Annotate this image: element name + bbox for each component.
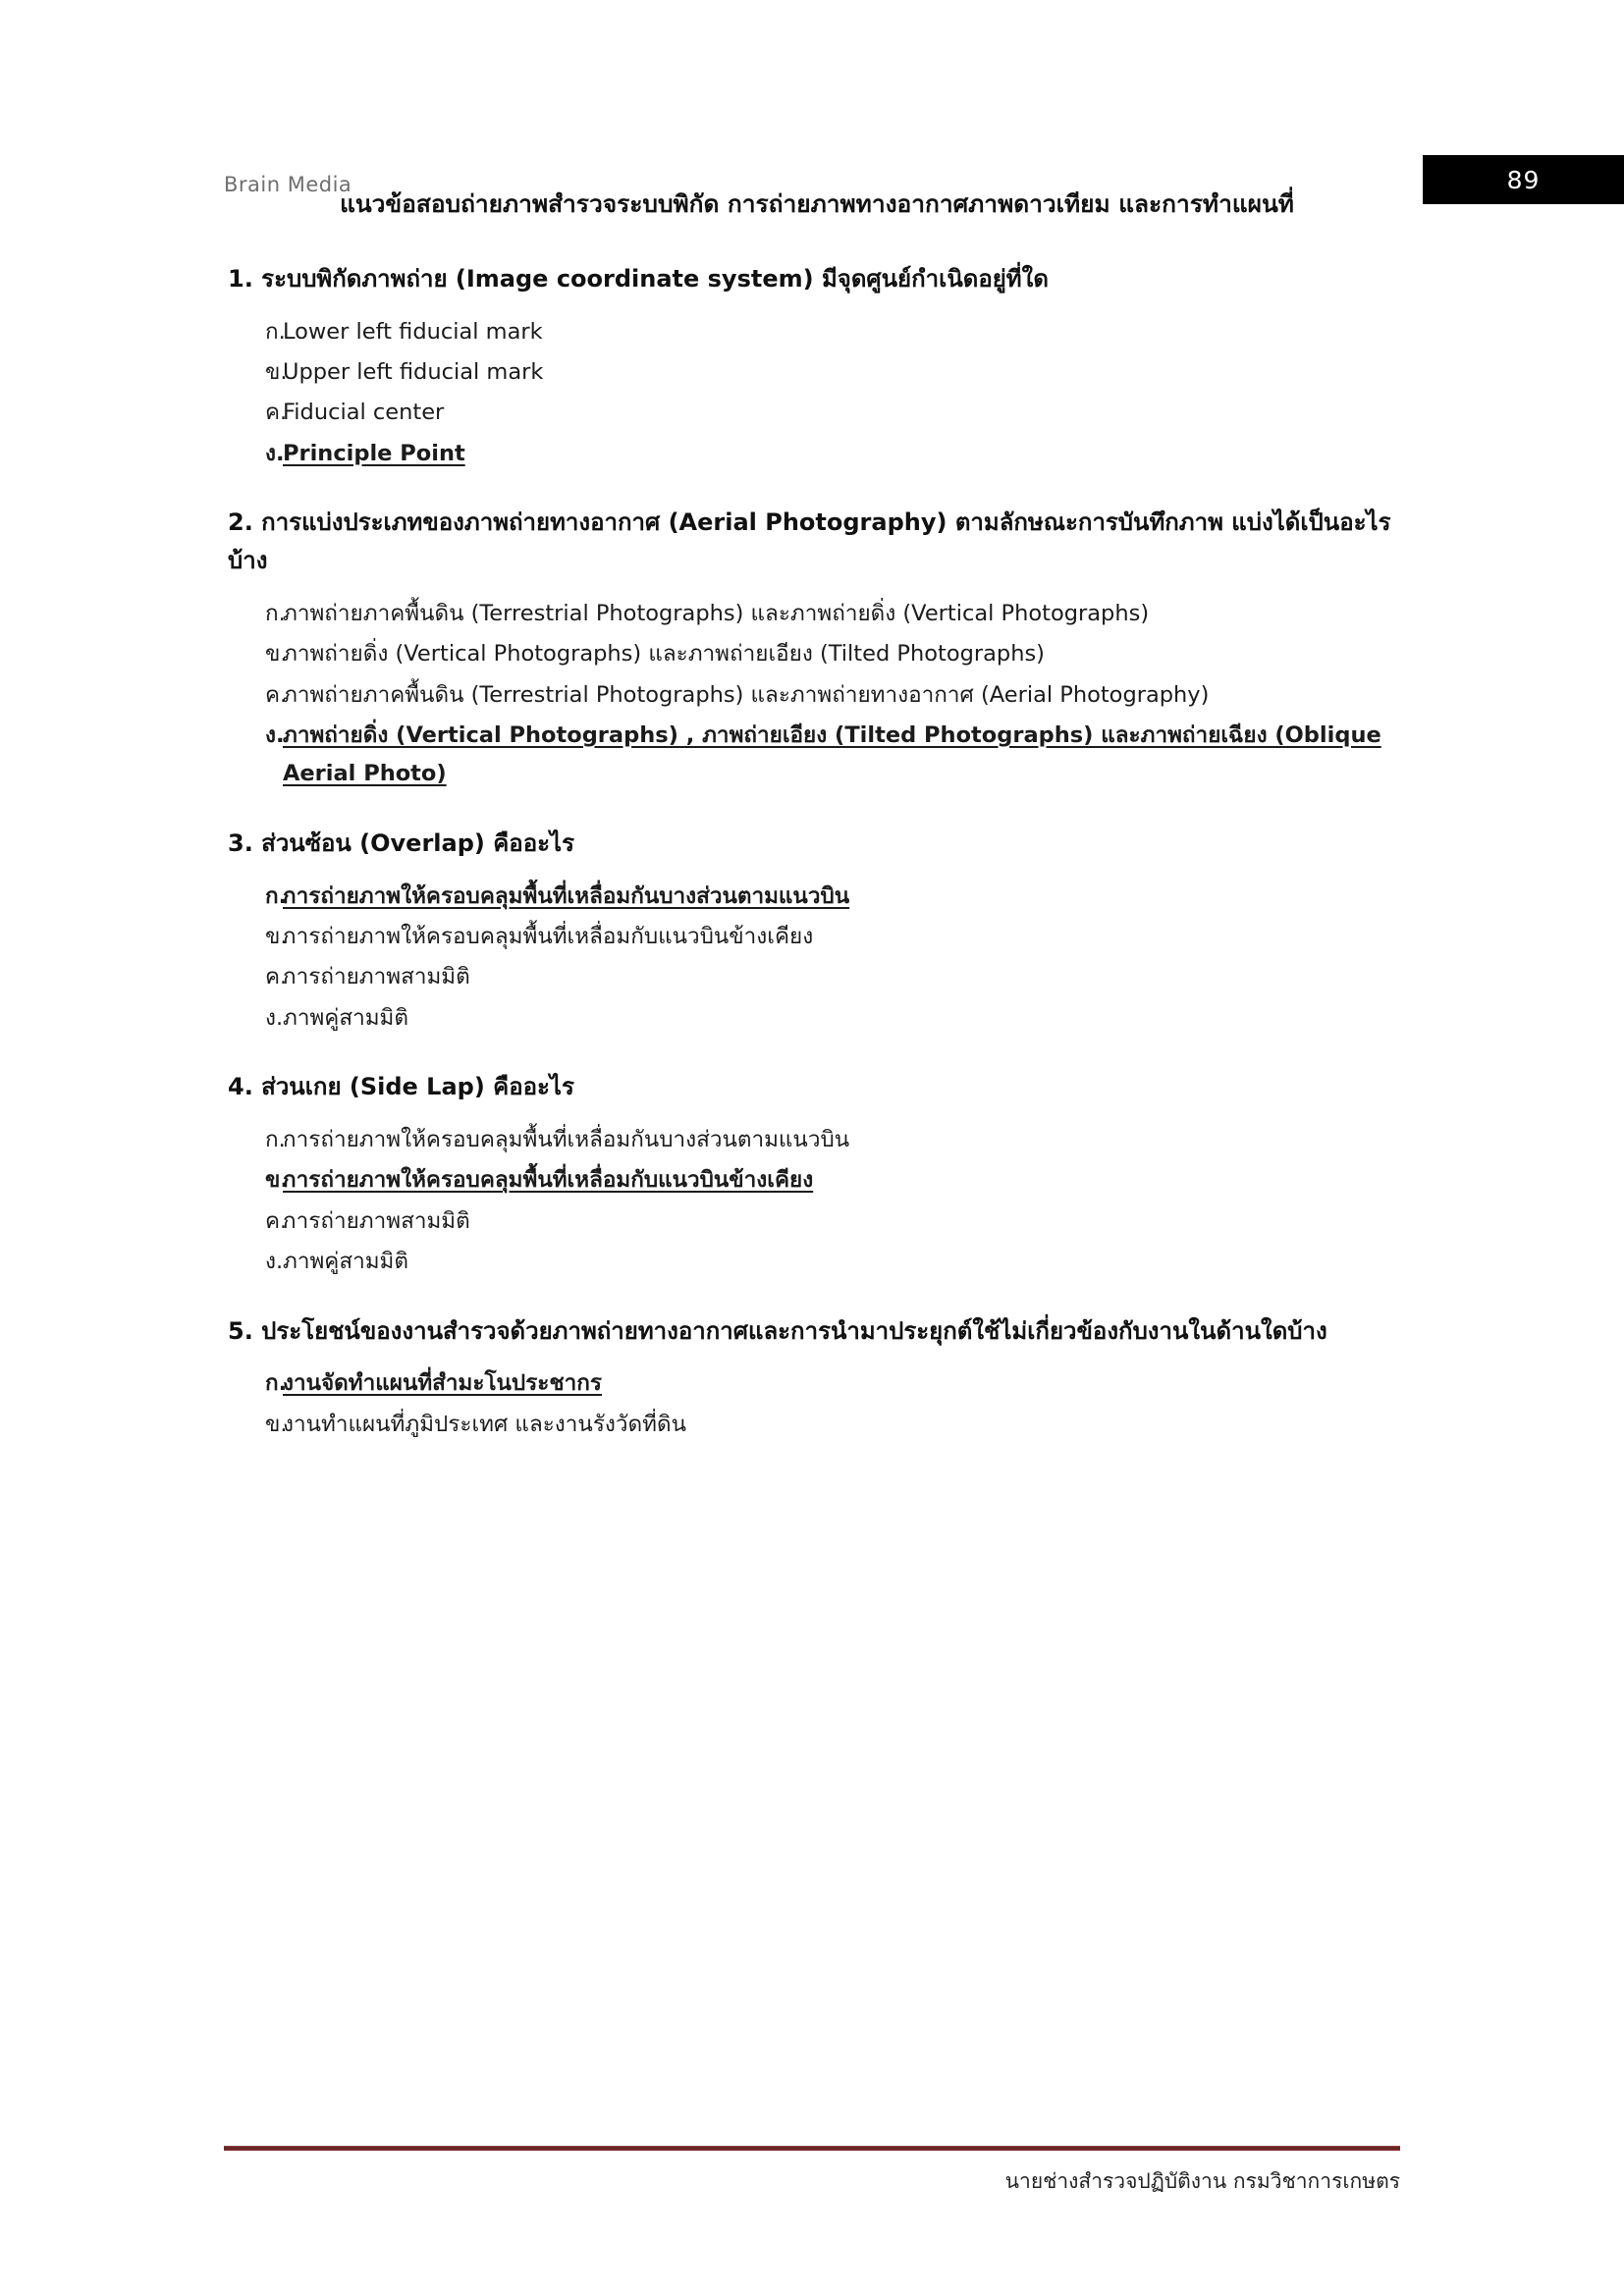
choice-item[interactable] bbox=[228, 1120, 1406, 1160]
choice-item[interactable] bbox=[228, 675, 1406, 716]
choice-item[interactable] bbox=[228, 917, 1406, 957]
choice-item[interactable] bbox=[228, 1242, 1406, 1282]
choice-label: ข. bbox=[265, 641, 288, 667]
brand-label: Brain Media bbox=[224, 173, 352, 196]
choice-list bbox=[228, 312, 1406, 475]
choice-item[interactable] bbox=[228, 877, 1406, 917]
choice-item[interactable] bbox=[228, 716, 1406, 795]
choice-item[interactable] bbox=[228, 352, 1406, 393]
question-text: 5. ประโยชน์ของงานสำรวจด้วยภาพถ่ายทางอากาศและการนำมาประยุกต์ใช้ไม่เกี่ยวข้องกับงานในด้านใดบ้าง bbox=[228, 1316, 1327, 1345]
choice-text: ภาพถ่ายภาคพื้นดิน (Terrestrial Photographs) และภาพถ่ายดิ่ง (Vertical Photographs) bbox=[283, 600, 1150, 626]
choice-text: การถ่ายภาพสามมิติ bbox=[283, 1207, 470, 1234]
choice-text: ภาพถ่ายดิ่ง (Vertical Photographs) และภาพถ่ายเอียง (Tilted Photographs) bbox=[283, 641, 1045, 667]
choice-label: ข. bbox=[265, 359, 288, 385]
choice-label: ข. bbox=[265, 1411, 288, 1437]
choice-list bbox=[228, 877, 1406, 1040]
question-text: 4. ส่วนเกย (Side Lap) คืออะไร bbox=[228, 1073, 574, 1101]
question-block bbox=[228, 1312, 1406, 1446]
question-block bbox=[228, 504, 1406, 795]
choice-list bbox=[228, 594, 1406, 795]
choice-label: ข. bbox=[265, 1167, 289, 1194]
question-block bbox=[228, 1068, 1406, 1282]
choice-text: การถ่ายภาพให้ครอบคลุมพื้นที่เหลื่อมกันบางส่วนตามแนวบิน bbox=[283, 1127, 850, 1152]
choice-item[interactable] bbox=[228, 1160, 1406, 1201]
choice-item[interactable] bbox=[228, 594, 1406, 634]
choice-text: Principle Point bbox=[283, 440, 465, 466]
question-text: 1. ระบบพิกัดภาพถ่าย (Image coordinate system) มีจุดศูนย์กำเนิดอยู่ที่ใด bbox=[228, 264, 1049, 293]
footer-label: นายช่างสำรวจปฏิบัติงาน กรมวิชาการเกษตร bbox=[1004, 2169, 1400, 2193]
question-text: 2. การแบ่งประเภทของภาพถ่ายทางอากาศ (Aerial Photography) ตามลักษณะการบันทึกภาพ แบ่งได้เป็นอะไรบ้าง bbox=[228, 508, 1391, 574]
choice-label: ข. bbox=[265, 924, 288, 949]
choice-label: ค. bbox=[265, 681, 288, 708]
choice-item[interactable] bbox=[228, 312, 1406, 352]
choice-item[interactable] bbox=[228, 1201, 1406, 1242]
footer-divider bbox=[224, 2146, 1400, 2151]
question-text: 3. ส่วนซ้อน (Overlap) คืออะไร bbox=[228, 828, 574, 857]
choice-text: ภาพถ่ายดิ่ง (Vertical Photographs) , ภาพถ่ายเอียง (Tilted Photographs) และภาพถ่ายเฉียง (Oblique Aerial Photo) bbox=[283, 722, 1381, 787]
choice-text: การถ่ายภาพให้ครอบคลุมพื้นที่เหลื่อมกันบางส่วนตามแนวบิน bbox=[283, 882, 850, 909]
choice-label: ก. bbox=[265, 1370, 288, 1397]
choice-item[interactable] bbox=[228, 393, 1406, 433]
choice-label: ง. bbox=[265, 1004, 284, 1031]
choice-label: ง. bbox=[265, 1249, 284, 1275]
page-header bbox=[0, 77, 1624, 196]
choice-item[interactable] bbox=[228, 434, 1406, 474]
choice-text: ภาพคู่สามมิติ bbox=[283, 1249, 408, 1275]
choice-label: ง. bbox=[265, 440, 285, 466]
choice-list bbox=[228, 1363, 1406, 1445]
choice-label: ง. bbox=[265, 722, 285, 748]
choice-label: ค. bbox=[265, 1207, 288, 1234]
choice-item[interactable] bbox=[228, 634, 1406, 674]
choice-text: ภาพถ่ายภาคพื้นดิน (Terrestrial Photographs) และภาพถ่ายทางอากาศ (Aerial Photography) bbox=[283, 681, 1210, 708]
choice-item[interactable] bbox=[228, 957, 1406, 997]
choice-label: ก. bbox=[265, 600, 286, 626]
question-block bbox=[228, 260, 1406, 474]
page-title: แนวข้อสอบถ่ายภาพสำรวจระบบพิกัด การถ่ายภาพทางอากาศภาพดาวเทียม และการทำแผนที่ bbox=[340, 189, 1294, 218]
choice-label: ค. bbox=[265, 964, 288, 990]
choice-text: งานจัดทำแผนที่สำมะโนประชากร bbox=[283, 1370, 602, 1397]
choice-label: ก. bbox=[265, 882, 288, 909]
choice-item[interactable] bbox=[228, 1363, 1406, 1404]
choice-text: การถ่ายภาพให้ครอบคลุมพื้นที่เหลื่อมกับแนวบินข้างเคียง bbox=[283, 924, 814, 949]
choice-text: การถ่ายภาพให้ครอบคลุมพื้นที่เหลื่อมกับแนวบินข้างเคียง bbox=[283, 1167, 814, 1194]
choice-label: ค. bbox=[265, 400, 288, 426]
choice-list bbox=[228, 1120, 1406, 1283]
choice-text: Lower left fiducial mark bbox=[283, 318, 543, 345]
page-number-badge: 89 bbox=[1423, 155, 1624, 204]
choice-text: ภาพคู่สามมิติ bbox=[283, 1004, 408, 1031]
choice-label: ก. bbox=[265, 1127, 286, 1152]
choice-text: การถ่ายภาพสามมิติ bbox=[283, 964, 470, 990]
choice-label: ก. bbox=[265, 318, 286, 345]
choice-text: Upper left fiducial mark bbox=[283, 359, 544, 385]
question-block bbox=[228, 825, 1406, 1039]
choice-text: Fiducial center bbox=[283, 400, 445, 426]
choice-item[interactable] bbox=[228, 998, 1406, 1039]
choice-item[interactable] bbox=[228, 1405, 1406, 1445]
question-list bbox=[228, 260, 1406, 1445]
choice-text: งานทำแผนที่ภูมิประเทศ และงานรังวัดที่ดิน bbox=[283, 1411, 686, 1437]
document-body bbox=[228, 187, 1406, 1474]
